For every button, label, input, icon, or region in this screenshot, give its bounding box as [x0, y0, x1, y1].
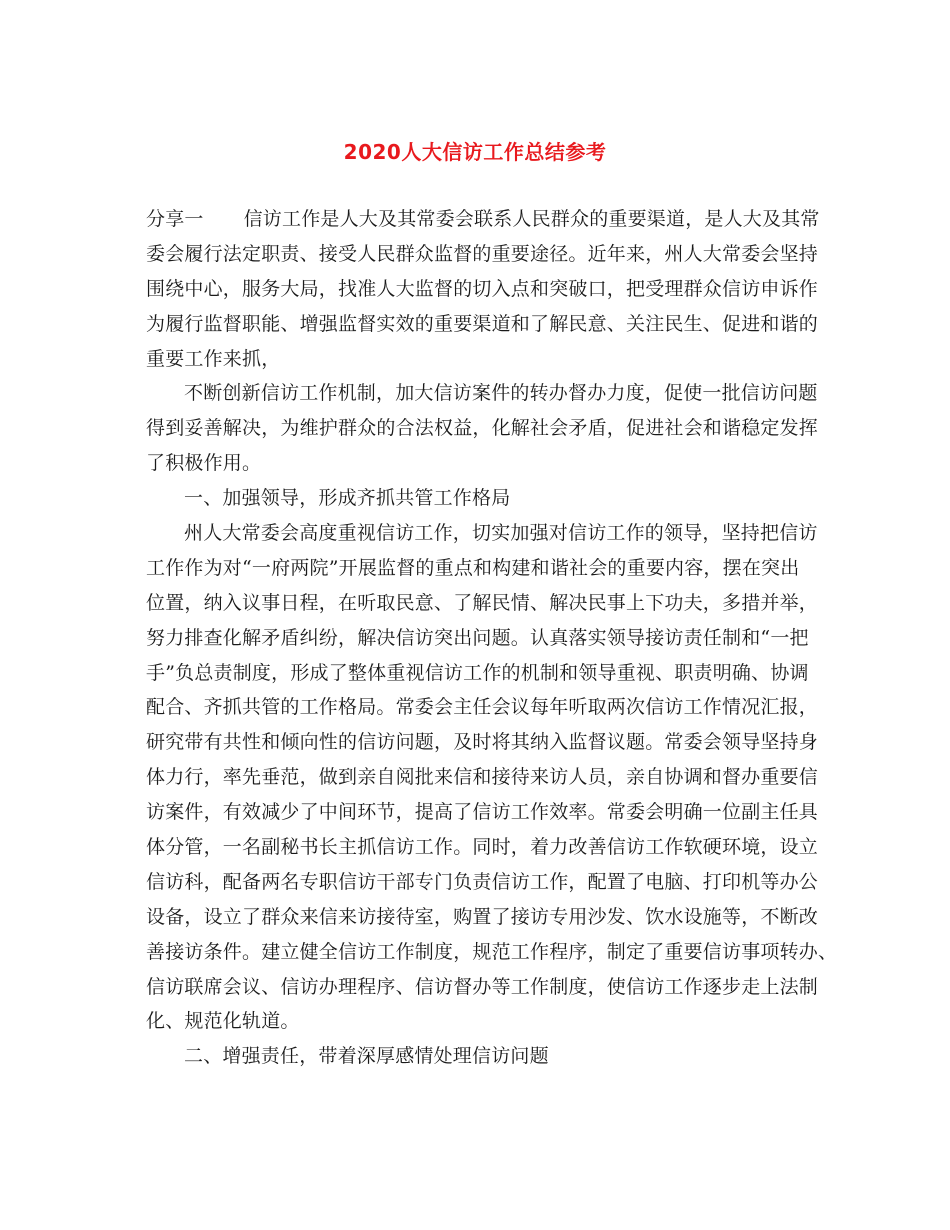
line-text: 为履行监督职能、增强监督实效的重要渠道和了解民意、关注民生、促进和谐的 [146, 312, 819, 335]
text-line [146, 516, 818, 551]
text-line [146, 935, 838, 970]
line-text: 位置，纳入议事日程，在听取民意、了解民情、解决民事上下功夫，多措并举， [146, 591, 819, 614]
text-line [146, 586, 819, 621]
text-line [146, 376, 818, 411]
text-line [146, 1039, 814, 1074]
document-title: 2020人大信访工作总结参考 [343, 140, 607, 164]
text-line [146, 865, 819, 900]
text-line [146, 1004, 814, 1039]
line-text: 努力排查化解矛盾纠纷，解决信访突出问题。认真落实领导接访责任制和“一把 [146, 626, 809, 649]
line-text: 州人大常委会高度重视信访工作，切实加强对信访工作的领导，坚持把信访 [184, 522, 818, 545]
text-line [146, 481, 814, 516]
line-text: 委会履行法定职责、接受人民群众监督的重要途径。近年来，州人大常委会坚持 [146, 242, 819, 265]
document-body [146, 202, 838, 1074]
text-line [146, 551, 814, 586]
text-line [146, 970, 819, 1005]
line-text: 信访工作是人大及其常委会联系人民群众的重要渠道，是人大及其常 [243, 208, 820, 230]
text-line [146, 202, 820, 237]
line-text: 工作作为对“一府两院”开展监督的重点和构建和谐社会的重要内容，摆在突出 [146, 556, 800, 579]
line-text: 研究带有共性和倾向性的信访问题，及时将其纳入监督议题。常委会领导坚持身 [146, 731, 819, 754]
text-line [146, 307, 819, 342]
line-text: 重要工作来抓， [146, 347, 281, 370]
line-text: 化、规范化轨道。 [146, 1010, 300, 1033]
line-text: 围绕中心，服务大局，找准人大监督的切入点和突破口，把受理群众信访申诉作 [146, 277, 819, 300]
line-text: 配合、齐抓共管的工作格局。常委会主任会议每年听取两次信访工作情况汇报， [146, 696, 819, 719]
text-line [146, 795, 819, 830]
line-text: 设备，设立了群众来信来访接待室，购置了接访专用沙发、饮水设施等，不断改 [146, 905, 819, 928]
share-label: 分享一 [146, 208, 204, 230]
line-text: 了积极作用。 [146, 452, 262, 475]
text-line [146, 656, 814, 691]
line-text: 体分管，一名副秘书长主抓信访工作。同时，着力改善信访工作软硬环境，设立 [146, 836, 819, 859]
text-line [146, 830, 819, 865]
text-line [146, 446, 814, 481]
line-text: 信访科，配备两名专职信访干部专门负责信访工作，配置了电脑、打印机等办公 [146, 870, 819, 893]
text-line [146, 237, 819, 272]
text-line [146, 725, 819, 760]
text-line [146, 272, 819, 307]
text-line [146, 760, 819, 795]
text-line [146, 900, 819, 935]
text-line [146, 621, 814, 656]
line-text: 二、增强责任，带着深厚感情处理信访问题 [184, 1045, 549, 1068]
text-line [146, 411, 819, 446]
text-line [146, 690, 819, 725]
line-text: 手”负总责制度，形成了整体重视信访工作的机制和领导重视、职责明确、协调 [146, 661, 809, 684]
line-text: 一、加强领导，形成齐抓共管工作格局 [184, 487, 511, 510]
line-text: 体力行，率先垂范，做到亲自阅批来信和接待来访人员，亲自协调和督办重要信 [146, 766, 819, 789]
line-text: 访案件，有效减少了中间环节，提高了信访工作效率。常委会明确一位副主任具 [146, 801, 819, 824]
text-line [146, 342, 814, 377]
line-text: 信访联席会议、信访办理程序、信访督办等工作制度，使信访工作逐步走上法制 [146, 975, 819, 998]
line-text: 不断创新信访工作机制，加大信访案件的转办督办力度，促使一批信访问题 [184, 382, 818, 405]
line-text: 得到妥善解决，为维护群众的合法权益，化解社会矛盾，促进社会和谐稳定发挥 [146, 417, 819, 440]
line-text: 善接访条件。建立健全信访工作制度，规范工作程序，制定了重要信访事项转办、 [146, 940, 838, 963]
